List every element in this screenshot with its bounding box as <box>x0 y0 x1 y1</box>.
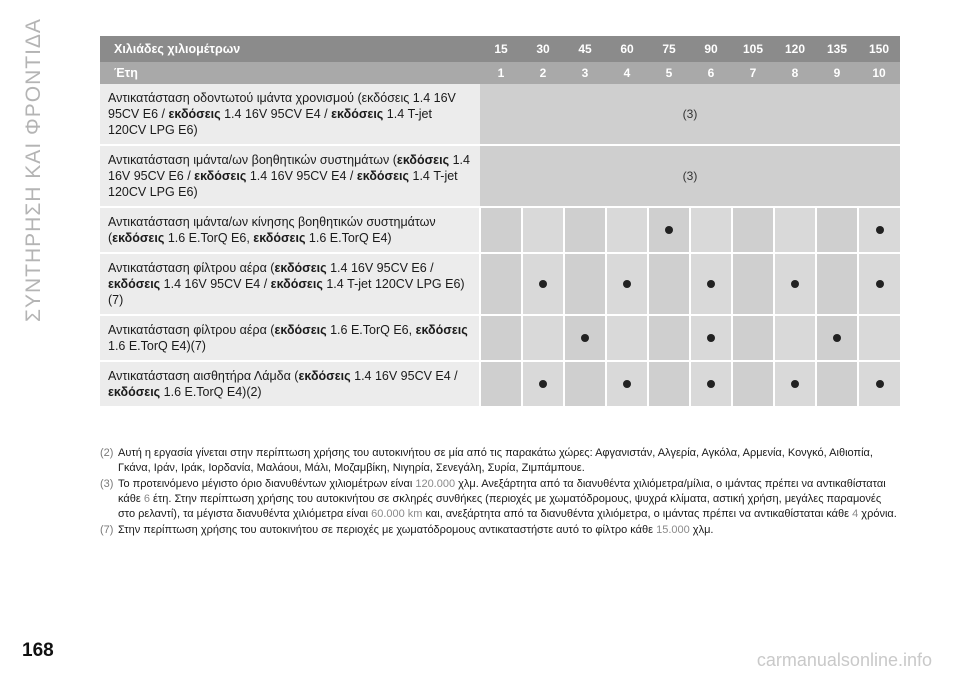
description-text: εκδόσεις <box>108 277 161 291</box>
description-text: 1.4 T-jet 120CV LPG E6)(7) <box>108 277 465 307</box>
footnote-segment: έτη. Στην περίπτωση χρήσης του αυτοκινήτου σε σκληρές συνθήκες (περιοχές με χωματόδρομους, ψυχρά κλίματα, αστική χρήση, μεγάλες παραμονές στο ρελαντί), τα μέγιστα διανυθέντα χιλιόμετρα είναι <box>118 493 882 520</box>
interval-cell <box>774 315 816 361</box>
service-dot-icon <box>707 280 715 288</box>
description-text: εκδόσεις <box>396 153 450 167</box>
maintenance-schedule-table <box>100 36 900 408</box>
years-header-cell: 2 <box>522 62 564 84</box>
km-header-cell: 75 <box>648 36 690 62</box>
km-header-cell: 30 <box>522 36 564 62</box>
watermark: carmanualsonline.info <box>756 650 932 670</box>
interval-cell <box>648 253 690 315</box>
interval-cell <box>606 207 648 253</box>
service-dot-icon <box>539 380 547 388</box>
description-text: 1.4 16V 95CV E4 / <box>220 107 332 121</box>
interval-cell <box>858 253 900 315</box>
interval-cell <box>648 207 690 253</box>
table-row <box>100 207 900 253</box>
interval-cell <box>564 207 606 253</box>
footnote-segment: 15.000 <box>656 524 690 536</box>
description-text: εκδόσεις <box>253 231 306 245</box>
description-text: Αντικατάσταση φίλτρου αέρα ( <box>108 261 275 275</box>
footnote-number: (3) <box>100 478 114 490</box>
service-description <box>100 84 480 145</box>
interval-cell <box>774 207 816 253</box>
interval-cell <box>858 207 900 253</box>
service-dot-icon <box>623 380 631 388</box>
km-header-cell: 105 <box>732 36 774 62</box>
service-dot-icon <box>665 226 673 234</box>
interval-cell <box>480 207 522 253</box>
interval-cell <box>522 207 564 253</box>
footnote-segment: 6 <box>143 493 150 505</box>
service-description <box>100 145 480 207</box>
footnote <box>100 523 900 538</box>
years-header-label: Έτη <box>100 62 480 84</box>
description-text: εκδόσεις <box>112 231 165 245</box>
footnote-segment: χλμ. <box>689 524 714 536</box>
description-text: 1.4 16V 95CV E6 / <box>326 261 434 275</box>
years-header-cell: 7 <box>732 62 774 84</box>
description-text: εκδόσεις <box>274 323 327 337</box>
interval-cell <box>774 361 816 407</box>
footnotes <box>100 446 900 539</box>
interval-cell <box>732 207 774 253</box>
interval-cell <box>816 207 858 253</box>
footnote-text <box>118 523 900 538</box>
interval-cell <box>648 315 690 361</box>
section-side-title: ΣΥΝΤΗΡΗΣΗ ΚΑΙ ΦΡΟΝΤΙΔΑ <box>22 18 45 322</box>
service-dot-icon <box>876 226 884 234</box>
service-description <box>100 253 480 315</box>
interval-cell <box>690 361 732 407</box>
service-dot-icon <box>707 334 715 342</box>
years-header-cell: 1 <box>480 62 522 84</box>
km-header-label: Χιλιάδες χιλιομέτρων <box>100 36 480 62</box>
footnote-segment: και, ανεξάρτητα από τα διανυθέντα χιλιόμετρα, ο ιμάντας πρέπει να αντικαθίσταται κάθε <box>422 508 853 520</box>
service-dot-icon <box>876 280 884 288</box>
footnote-segment: Αυτή η εργασία γίνεται στην περίπτωση χρήσης του αυτοκινήτου σε μία από τις παρακάτω χώρες: Αφγανιστάν, Αλγερία, Αγκόλα, Αρμενία, Κονγκό, Αιθιοπία, Γκάνα, Ιράν, Ιράκ, Ιορδανία, Μαλάουι, Μάλι, Μοζαμβίκη, Νιγηρία, Σενεγάλη, Συρία, Ζιμπάμπουε. <box>118 447 873 474</box>
description-text: 1.6 E.TorQ E4)(7) <box>108 339 206 353</box>
service-dot-icon <box>791 280 799 288</box>
service-dot-icon <box>581 334 589 342</box>
interval-cell <box>606 361 648 407</box>
description-text: εκδόσεις <box>298 369 351 383</box>
description-text: εκδόσεις <box>415 323 468 337</box>
km-header-cell: 90 <box>690 36 732 62</box>
footnote-segment: 4 <box>852 508 859 520</box>
interval-cell <box>606 315 648 361</box>
km-header-cell: 150 <box>858 36 900 62</box>
footnote-number: (2) <box>100 447 114 459</box>
interval-note: (3) <box>480 84 900 145</box>
interval-cell <box>816 315 858 361</box>
description-text: εκδόσεις <box>108 385 161 399</box>
table-row <box>100 145 900 207</box>
table-row <box>100 84 900 145</box>
footnote-segment: Το προτεινόμενο μέγιστο όριο διανυθέντων χιλιομέτρων είναι <box>118 478 416 490</box>
km-header-cell: 120 <box>774 36 816 62</box>
description-text: Αντικατάσταση οδοντωτού ιμάντα χρονισμού (εκδόσεις <box>108 91 413 105</box>
description-text: εκδόσεις <box>331 107 384 121</box>
interval-cell <box>732 361 774 407</box>
description-text: 1.6 E.TorQ E4)(2) <box>160 385 262 399</box>
description-text: 1.4 16V 95CV E6 / <box>108 153 470 183</box>
interval-cell <box>858 315 900 361</box>
interval-cell <box>564 315 606 361</box>
interval-cell <box>648 361 690 407</box>
description-text: εκδόσεις <box>194 169 247 183</box>
service-dot-icon <box>623 280 631 288</box>
service-dot-icon <box>791 380 799 388</box>
years-header-cell: 10 <box>858 62 900 84</box>
table-row <box>100 361 900 407</box>
description-text: 1.6 E.TorQ E6, <box>164 231 254 245</box>
description-text: 1.4 T-jet 120CV LPG E6) <box>108 107 432 137</box>
interval-cell <box>522 315 564 361</box>
service-description <box>100 315 480 361</box>
description-text: 1.4 T-jet 120CV LPG E6) <box>108 169 458 199</box>
description-text: Αντικατάσταση ιμάντα/ων βοηθητικών συστημάτων ( <box>108 153 397 167</box>
footnote-segment: χλμ. Ανεξάρτητα από τα διανυθέντα χιλιόμετρα/μίλια, ο ιμάντας πρέπει να αντικαθίσταται κάθε <box>118 478 886 505</box>
description-text: 1.4 16V 95CV E4 / <box>160 277 271 291</box>
km-header-cell: 45 <box>564 36 606 62</box>
service-description <box>100 361 480 407</box>
interval-cell <box>564 361 606 407</box>
years-header-cell: 5 <box>648 62 690 84</box>
interval-cell <box>732 315 774 361</box>
years-header-cell: 6 <box>690 62 732 84</box>
interval-cell <box>816 361 858 407</box>
table-row <box>100 315 900 361</box>
years-header-cell: 9 <box>816 62 858 84</box>
page-number: 168 <box>22 640 54 661</box>
interval-cell <box>480 315 522 361</box>
footnote <box>100 446 900 476</box>
interval-cell <box>480 361 522 407</box>
km-header-row <box>100 36 900 62</box>
interval-cell <box>480 253 522 315</box>
service-dot-icon <box>876 380 884 388</box>
interval-note: (3) <box>480 145 900 207</box>
interval-cell <box>690 315 732 361</box>
interval-cell <box>816 253 858 315</box>
description-text: 1.4 16V 95CV E4 / <box>246 169 357 183</box>
table-row <box>100 253 900 315</box>
years-header-cell: 3 <box>564 62 606 84</box>
description-text: 1.4 16V 95CV E4 / <box>350 369 458 383</box>
interval-cell <box>564 253 606 315</box>
description-text: εκδόσεις <box>270 277 323 291</box>
service-dot-icon <box>539 280 547 288</box>
description-text: 1.4 16V 95CV E6 / <box>108 91 456 121</box>
footnote <box>100 477 900 522</box>
description-text: Αντικατάσταση ιμάντα/ων κίνησης βοηθητικών συστημάτων ( <box>108 215 436 245</box>
footnote-segment: km <box>404 508 423 520</box>
service-description <box>100 207 480 253</box>
years-header-cell: 4 <box>606 62 648 84</box>
service-dot-icon <box>833 334 841 342</box>
footnote-number: (7) <box>100 524 114 536</box>
footnote-segment: 60.000 <box>371 508 405 520</box>
km-header-cell: 60 <box>606 36 648 62</box>
interval-cell <box>774 253 816 315</box>
description-text: Αντικατάσταση φίλτρου αέρα ( <box>108 323 275 337</box>
footnote-segment: χρόνια. <box>858 508 897 520</box>
interval-cell <box>522 361 564 407</box>
description-text: 1.6 E.TorQ E4) <box>305 231 392 245</box>
interval-cell <box>606 253 648 315</box>
km-header-cell: 135 <box>816 36 858 62</box>
footnote-segment: 120.000 <box>415 478 456 490</box>
interval-cell <box>858 361 900 407</box>
table-body <box>100 84 900 407</box>
interval-cell <box>732 253 774 315</box>
interval-cell <box>522 253 564 315</box>
years-header-cell: 8 <box>774 62 816 84</box>
description-text: 1.6 E.TorQ E6, <box>326 323 416 337</box>
description-text: εκδόσεις <box>274 261 327 275</box>
interval-cell <box>690 253 732 315</box>
description-text: εκδόσεις <box>168 107 221 121</box>
km-header-cell: 15 <box>480 36 522 62</box>
footnote-text <box>118 477 900 522</box>
service-dot-icon <box>707 380 715 388</box>
footnote-segment: Στην περίπτωση χρήσης του αυτοκινήτου σε περιοχές με χωματόδρομους αντικαταστήστε αυτό το φίλτρο κάθε <box>118 524 657 536</box>
description-text: εκδόσεις <box>356 169 410 183</box>
description-text: Αντικατάσταση αισθητήρα Λάμδα ( <box>108 369 299 383</box>
years-header-row <box>100 62 900 84</box>
interval-cell <box>690 207 732 253</box>
footnote-text <box>118 446 900 476</box>
